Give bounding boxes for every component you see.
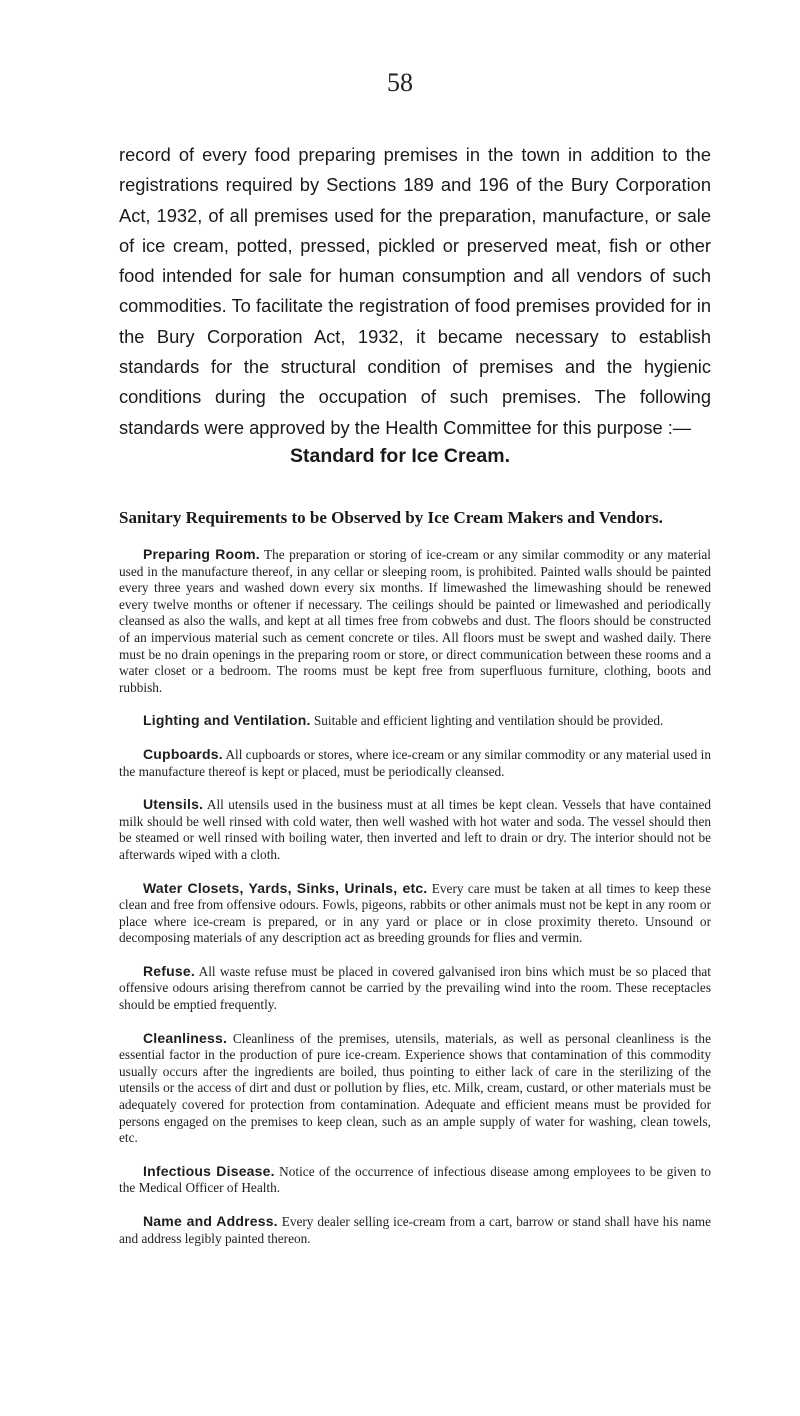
section-text: Suitable and efficient lighting and ventilation should be provided. — [313, 713, 664, 729]
section-text: The preparation or storing of ice-cream or any similar commodity or any material used in the manufacture thereof, in any cellar or sleeping room, is prohibited. Painted walls should be painted every three years and washed down every six months. If limewashed the limewashing should be renewed every twelve months or oftener if necessary. The ceilings should be painted or limewashed and periodically cleansed as also the walls, and kept at all times free from cobwebs and dust. The floors should be constructed of an impervious material such as cement concrete or tiles. All floors must be swept and washed daily. There must be no drain openings in the preparing room or store, or direct communication between these rooms and a water closet or a bedroom. The rooms must be kept free from superfluous furniture, clothing, boots and rubbish. — [119, 547, 711, 695]
document-title: Standard for Ice Cream. — [290, 445, 510, 467]
section-heading: Refuse. — [143, 962, 195, 979]
section-cleanliness — [119, 1030, 711, 1147]
section-refuse — [119, 963, 711, 1014]
section-lighting-ventilation — [119, 712, 711, 730]
section-text: All utensils used in the business must at all times be kept clean. Vessels that have contained milk should be well rinsed with cold water, then well washed with hot water and soda. The vessel should then be steamed or well rinsed with boiling water, then inverted and left to drain or dry. The interior should not be afterwards wiped with a cloth. — [119, 797, 712, 862]
section-name-address — [119, 1213, 711, 1247]
section-text: Every care must be taken at all times to keep these clean and free from offensive odours. Fowls, pigeons, rabbits or other animals must not be kept in any room or place where ice-cream is prepared, or in any yard or place or in close proximity thereto. Unsound or decomposing materials of any description act as breeding grounds for flies and vermin. — [119, 880, 711, 946]
section-heading: Utensils. — [143, 796, 204, 813]
section-heading: Lighting and Ventilation. — [143, 712, 311, 729]
intro-paragraph: record of every food preparing premises in the town in addition to the registrations required by Sections 189 and 196 of the Bury Corporation Act, 1932, of all premises used for the preparation, manufacture, or sale of ice cream, potted, pressed, pickled or preserved meat, fish or other food intended for sale for human consumption and all vendors of such commodities. To facilitate the registration of food premises provided for in the Bury Corporation Act, 1932, it became necessary to establish standards for the structural condition of premises and the hygienic conditions during the occupation of such premises. The following standards were approved by the Health Committee for this purpose :— — [119, 144, 711, 438]
section-heading: Preparing Room. — [143, 546, 260, 562]
page-number: 58 — [387, 68, 413, 97]
section-text: Cleanliness of the premises, utensils, materials, as well as personal cleanliness is the essential factor in the production of pure ice-cream. Experience shows that contamination of this commodity usually occurs after the ingredients are boiled, thus pointing to either lack of care in the sterilizing of the utensils or the access of dirt and dust or pollution by flies, etc. Milk, cream, custard, or other materials must be adequately covered for protection from contamination. Adequate and efficient means must be provided for persons engaged on the premises to keep clean, such as an ample supply of water for washing, clean towels, etc. — [119, 1030, 711, 1146]
section-infectious-disease — [119, 1163, 711, 1197]
section-text: Every dealer selling ice-cream from a cart, barrow or stand shall have his name and address legibly painted thereon. — [119, 1214, 712, 1246]
section-heading: Name and Address. — [143, 1213, 278, 1229]
section-preparing-room — [119, 546, 711, 696]
section-text: Notice of the occurrence of infectious disease among employees to be given to the Medical Officer of Health. — [119, 1163, 711, 1196]
section-cupboards — [119, 746, 711, 780]
section-water-closets — [119, 880, 711, 947]
section-heading: Cleanliness. — [143, 1029, 228, 1046]
section-text: All waste refuse must be placed in covered galvanised iron bins which must be so placed that offensive odours arising therefrom cannot be carried by the prevailing wind into the room. These receptacles should be emptied frequently. — [119, 963, 712, 1013]
requirements-list — [119, 546, 711, 1263]
document-subtitle: Sanitary Requirements to be Observed by Ice Cream Makers and Vendors. — [119, 508, 663, 527]
section-heading: Cupboards. — [143, 745, 223, 762]
section-heading: Water Closets, Yards, Sinks, Urinals, etc. — [143, 879, 428, 896]
section-utensils — [119, 796, 711, 863]
section-heading: Infectious Disease. — [143, 1162, 275, 1179]
section-text: All cupboards or stores, where ice-cream or any similar commodity or any material used in the manufacture thereof is kept or placed, must be periodically cleansed. — [119, 746, 712, 779]
